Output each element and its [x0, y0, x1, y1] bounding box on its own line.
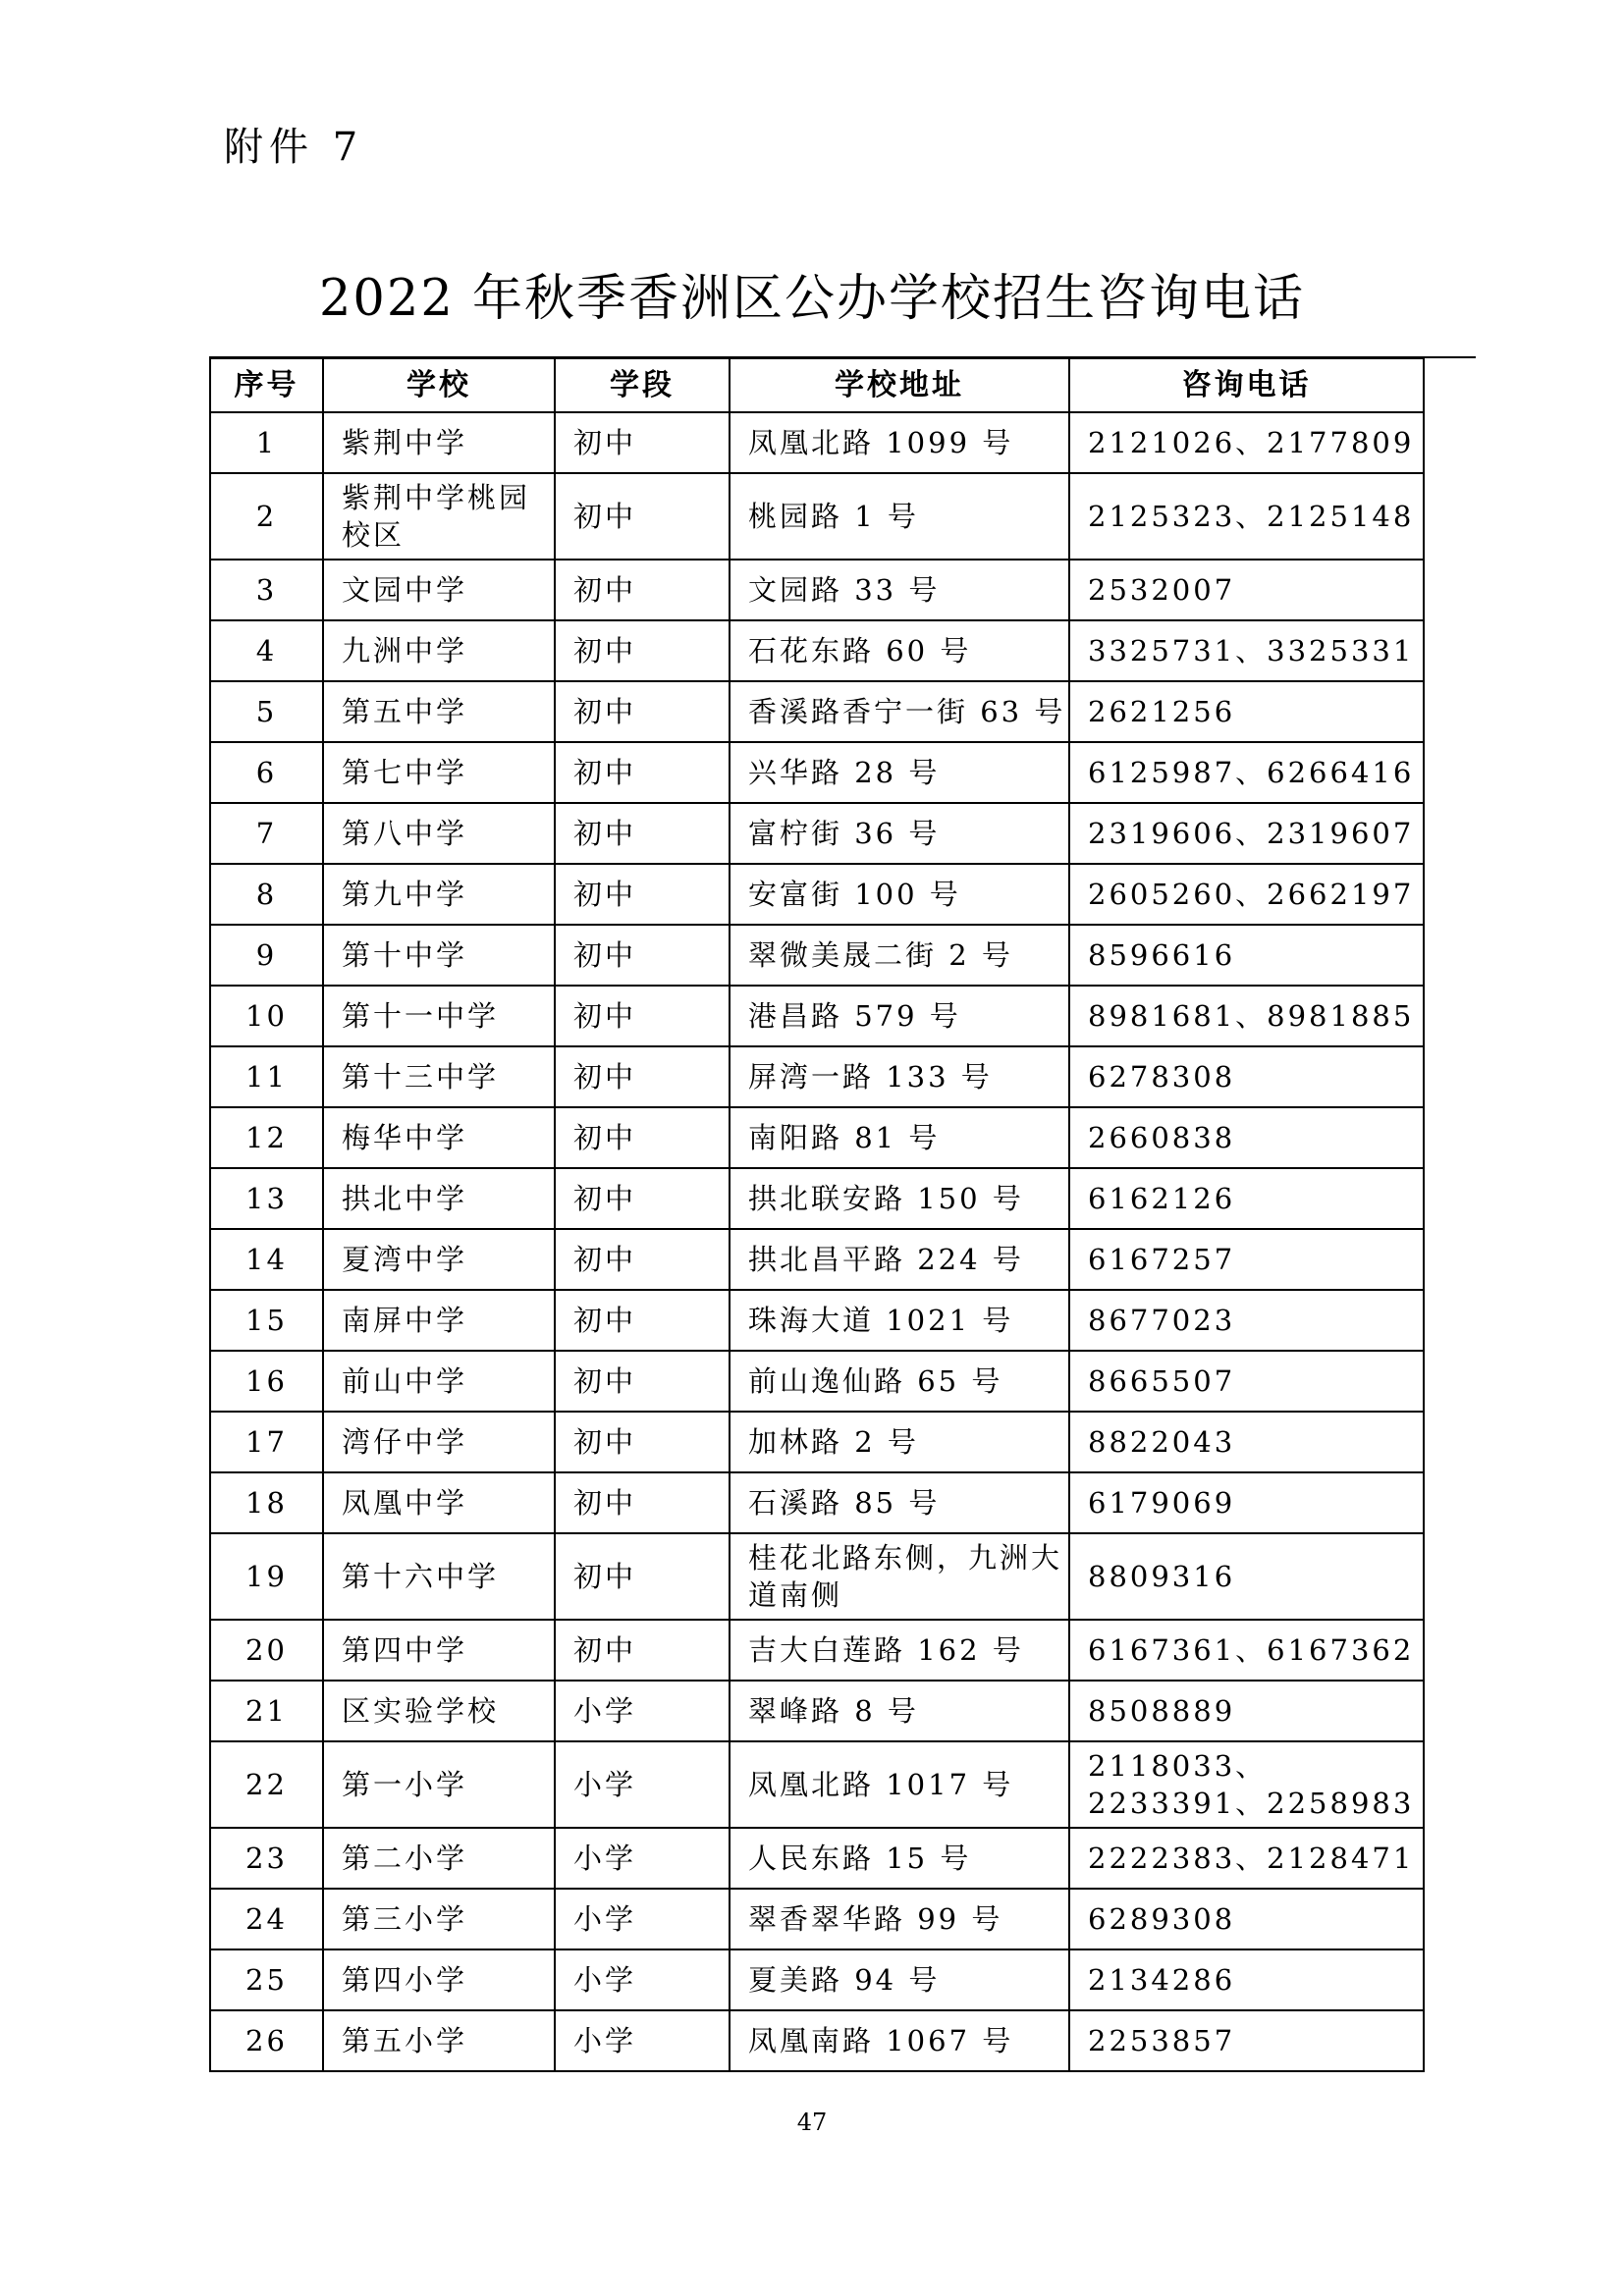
school-name: 凤凰中学	[323, 1472, 555, 1533]
school-level: 小学	[555, 1681, 730, 1741]
school-level: 初中	[555, 620, 730, 681]
school-address: 夏美路 94 号	[730, 1949, 1069, 2010]
school-address: 人民东路 15 号	[730, 1828, 1069, 1889]
school-phone: 6278308	[1069, 1046, 1424, 1107]
row-number: 5	[210, 681, 323, 742]
school-level: 初中	[555, 1472, 730, 1533]
row-number: 13	[210, 1168, 323, 1229]
row-number: 18	[210, 1472, 323, 1533]
table-row	[210, 1229, 1424, 1290]
school-phone: 6162126	[1069, 1168, 1424, 1229]
school-name: 拱北中学	[323, 1168, 555, 1229]
row-number: 9	[210, 925, 323, 986]
school-phone: 2118033、2233391、2258983	[1069, 1741, 1424, 1828]
row-number: 12	[210, 1107, 323, 1168]
school-address: 翠峰路 8 号	[730, 1681, 1069, 1741]
row-number: 25	[210, 1949, 323, 2010]
school-level: 初中	[555, 1229, 730, 1290]
table-row	[210, 1412, 1424, 1472]
school-phone: 8508889	[1069, 1681, 1424, 1741]
table-row	[210, 742, 1424, 803]
page-number: 47	[796, 2109, 828, 2136]
school-level: 初中	[555, 1533, 730, 1620]
school-phone: 8677023	[1069, 1290, 1424, 1351]
school-address: 南阳路 81 号	[730, 1107, 1069, 1168]
school-phone: 2605260、2662197	[1069, 864, 1424, 925]
school-address: 拱北昌平路 224 号	[730, 1229, 1069, 1290]
school-name: 梅华中学	[323, 1107, 555, 1168]
school-name: 夏湾中学	[323, 1229, 555, 1290]
header-level: 学段	[555, 358, 730, 412]
school-name: 文园中学	[323, 560, 555, 620]
school-level: 初中	[555, 986, 730, 1046]
school-name: 第十一中学	[323, 986, 555, 1046]
table-row	[210, 1168, 1424, 1229]
school-phone: 6289308	[1069, 1889, 1424, 1949]
school-phone: 6179069	[1069, 1472, 1424, 1533]
school-address: 桃园路 1 号	[730, 473, 1069, 560]
school-address: 珠海大道 1021 号	[730, 1290, 1069, 1351]
table-row	[210, 473, 1424, 560]
table-row	[210, 2010, 1424, 2071]
row-number: 21	[210, 1681, 323, 1741]
school-name: 第二小学	[323, 1828, 555, 1889]
school-name: 前山中学	[323, 1351, 555, 1412]
school-level: 初中	[555, 1168, 730, 1229]
table-header-row	[210, 358, 1424, 412]
school-name: 区实验学校	[323, 1681, 555, 1741]
school-name: 第五小学	[323, 2010, 555, 2071]
school-name: 紫荆中学桃园校区	[323, 473, 555, 560]
school-name: 湾仔中学	[323, 1412, 555, 1472]
school-level: 小学	[555, 1889, 730, 1949]
school-level: 初中	[555, 803, 730, 864]
table-row	[210, 1949, 1424, 2010]
table-row	[210, 986, 1424, 1046]
table-row	[210, 681, 1424, 742]
table-row	[210, 1741, 1424, 1828]
row-number: 17	[210, 1412, 323, 1472]
school-level: 小学	[555, 2010, 730, 2071]
table-row	[210, 1046, 1424, 1107]
table-row	[210, 1290, 1424, 1351]
school-level: 初中	[555, 1412, 730, 1472]
school-phone: 2134286	[1069, 1949, 1424, 2010]
row-number: 8	[210, 864, 323, 925]
school-address: 翠微美晟二街 2 号	[730, 925, 1069, 986]
school-name: 第十中学	[323, 925, 555, 986]
school-address: 港昌路 579 号	[730, 986, 1069, 1046]
row-number: 19	[210, 1533, 323, 1620]
school-phone: 2253857	[1069, 2010, 1424, 2071]
school-level: 小学	[555, 1949, 730, 2010]
table-row	[210, 925, 1424, 986]
school-phone: 6167257	[1069, 1229, 1424, 1290]
school-level: 初中	[555, 1620, 730, 1681]
row-number: 23	[210, 1828, 323, 1889]
row-number: 11	[210, 1046, 323, 1107]
school-name: 紫荆中学	[323, 412, 555, 473]
table-row	[210, 1620, 1424, 1681]
school-address: 翠香翠华路 99 号	[730, 1889, 1069, 1949]
school-contact-table	[209, 357, 1425, 2072]
school-address: 文园路 33 号	[730, 560, 1069, 620]
table-row	[210, 560, 1424, 620]
school-level: 初中	[555, 925, 730, 986]
school-address: 吉大白莲路 162 号	[730, 1620, 1069, 1681]
school-name: 第十六中学	[323, 1533, 555, 1620]
row-number: 16	[210, 1351, 323, 1412]
school-phone: 2319606、2319607	[1069, 803, 1424, 864]
school-address: 凤凰南路 1067 号	[730, 2010, 1069, 2071]
attachment-label: 附件 7	[224, 125, 364, 170]
row-number: 26	[210, 2010, 323, 2071]
row-number: 2	[210, 473, 323, 560]
school-phone: 2532007	[1069, 560, 1424, 620]
header-phone: 咨询电话	[1069, 358, 1424, 412]
header-address: 学校地址	[730, 358, 1069, 412]
school-phone: 2222383、2128471	[1069, 1828, 1424, 1889]
school-name: 第四小学	[323, 1949, 555, 2010]
school-level: 初中	[555, 473, 730, 560]
school-level: 小学	[555, 1741, 730, 1828]
school-name: 第四中学	[323, 1620, 555, 1681]
school-name: 第十三中学	[323, 1046, 555, 1107]
school-phone: 2621256	[1069, 681, 1424, 742]
table-row	[210, 1107, 1424, 1168]
school-level: 初中	[555, 560, 730, 620]
row-number: 6	[210, 742, 323, 803]
school-name: 第一小学	[323, 1741, 555, 1828]
school-address: 富柠街 36 号	[730, 803, 1069, 864]
school-address: 香溪路香宁一街 63 号	[730, 681, 1069, 742]
school-name: 九洲中学	[323, 620, 555, 681]
row-number: 14	[210, 1229, 323, 1290]
school-phone: 8665507	[1069, 1351, 1424, 1412]
school-level: 初中	[555, 1351, 730, 1412]
school-phone: 2125323、2125148	[1069, 473, 1424, 560]
school-address: 石花东路 60 号	[730, 620, 1069, 681]
school-level: 初中	[555, 1046, 730, 1107]
school-address: 石溪路 85 号	[730, 1472, 1069, 1533]
school-level: 初中	[555, 412, 730, 473]
school-level: 初中	[555, 742, 730, 803]
table-row	[210, 803, 1424, 864]
table-row	[210, 1533, 1424, 1620]
table-row	[210, 412, 1424, 473]
table-row	[210, 1681, 1424, 1741]
row-number: 10	[210, 986, 323, 1046]
row-number: 15	[210, 1290, 323, 1351]
school-address: 加林路 2 号	[730, 1412, 1069, 1472]
row-number: 1	[210, 412, 323, 473]
school-address: 桂花北路东侧，九洲大道南侧	[730, 1533, 1069, 1620]
school-level: 初中	[555, 681, 730, 742]
school-phone: 8596616	[1069, 925, 1424, 986]
table-row	[210, 864, 1424, 925]
school-phone: 6125987、6266416	[1069, 742, 1424, 803]
school-name: 第七中学	[323, 742, 555, 803]
school-name: 第三小学	[323, 1889, 555, 1949]
header-no: 序号	[210, 358, 323, 412]
school-level: 初中	[555, 1290, 730, 1351]
school-phone: 8809316	[1069, 1533, 1424, 1620]
school-address: 安富街 100 号	[730, 864, 1069, 925]
school-name: 第九中学	[323, 864, 555, 925]
school-address: 兴华路 28 号	[730, 742, 1069, 803]
table-row	[210, 1351, 1424, 1412]
row-number: 24	[210, 1889, 323, 1949]
row-number: 22	[210, 1741, 323, 1828]
school-address: 屏湾一路 133 号	[730, 1046, 1069, 1107]
school-phone: 8981681、8981885	[1069, 986, 1424, 1046]
school-phone: 2121026、2177809	[1069, 412, 1424, 473]
school-name: 第八中学	[323, 803, 555, 864]
school-level: 小学	[555, 1828, 730, 1889]
table-row	[210, 1472, 1424, 1533]
table-row	[210, 620, 1424, 681]
school-phone: 6167361、6167362	[1069, 1620, 1424, 1681]
document-title: 2022 年秋季香洲区公办学校招生咨询电话	[318, 270, 1305, 328]
row-number: 7	[210, 803, 323, 864]
table-row	[210, 1828, 1424, 1889]
school-name: 第五中学	[323, 681, 555, 742]
school-phone: 8822043	[1069, 1412, 1424, 1472]
row-number: 3	[210, 560, 323, 620]
school-address: 凤凰北路 1099 号	[730, 412, 1069, 473]
school-address: 拱北联安路 150 号	[730, 1168, 1069, 1229]
school-phone: 3325731、3325331	[1069, 620, 1424, 681]
table-row	[210, 1889, 1424, 1949]
row-number: 20	[210, 1620, 323, 1681]
school-name: 南屏中学	[323, 1290, 555, 1351]
row-number: 4	[210, 620, 323, 681]
school-level: 初中	[555, 864, 730, 925]
school-phone: 2660838	[1069, 1107, 1424, 1168]
header-school: 学校	[323, 358, 555, 412]
school-level: 初中	[555, 1107, 730, 1168]
school-address: 凤凰北路 1017 号	[730, 1741, 1069, 1828]
school-address: 前山逸仙路 65 号	[730, 1351, 1069, 1412]
